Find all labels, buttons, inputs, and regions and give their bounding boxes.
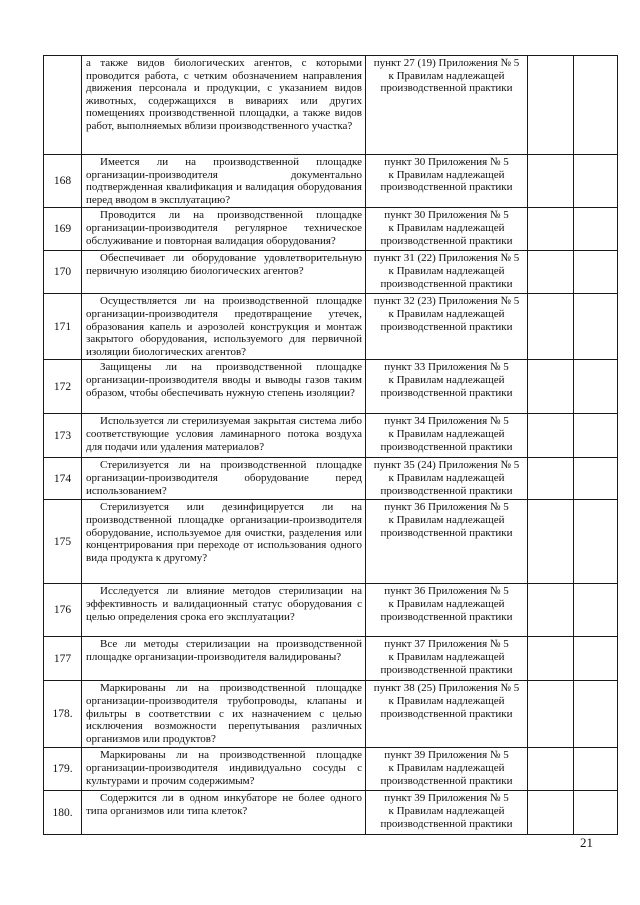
answer-cell [528,748,574,791]
requirement-question [82,500,366,584]
answer-cell [528,791,574,835]
reference-line: к Правилам надлежащей [388,264,505,277]
reference-line: пункт 34 Приложения № 5 [384,415,509,428]
answer-cell [528,414,574,458]
reference-line: производственной практики [380,817,513,830]
table-row [44,294,618,360]
row-number: 174 [44,458,82,500]
regulation-reference [366,360,528,414]
requirement-question [82,251,366,294]
reference-line: производственной практики [380,277,513,290]
requirement-question [82,637,366,681]
regulation-reference [366,791,528,835]
reference-line: пункт 39 Приложения № 5 [384,749,509,762]
table-row [44,584,618,637]
row-number: 178. [44,681,82,748]
question-text: Исследуется ли влияние методов стерилизации на эффективность и валидационный статус оборудования с целью определения срока его эксплуатации? [86,585,362,623]
table-row [44,637,618,681]
question-text: Стерилизуется ли на производственной площадке организации-производителя оборудование перед использованием? [86,459,362,497]
requirement-question [82,208,366,251]
question-text: Используется ли стерилизуемая закрытая система либо соответствующие условия ламинарного потока воздуха для подачи или удаления материалов? [86,415,362,453]
note-cell [574,251,618,294]
row-number: 175 [44,500,82,584]
answer-cell [528,251,574,294]
reference-line: пункт 36 Приложения № 5 [384,501,509,514]
reference-line: к Правилам надлежащей [388,168,505,181]
answer-cell [528,681,574,748]
answer-cell [528,500,574,584]
requirement-question [82,458,366,500]
answer-cell [528,584,574,637]
table-row [44,791,618,835]
row-number: 176 [44,584,82,637]
regulation-reference [366,208,528,251]
reference-line: к Правилам надлежащей [388,804,505,817]
question-text: Маркированы ли на производственной площадке организации-производителя индивидуально сосуды с культурами и прочим содержимым? [86,749,362,787]
row-number: 168 [44,155,82,208]
question-text: Осуществляется ли на производственной площадке организации-производителя предотвращение утечек, образования капель и аэрозолей конструкция и монтаж закрытого оборудования, используемого для первичной изоляции биологических агентов? [86,295,362,358]
row-number: 171 [44,294,82,360]
note-cell [574,748,618,791]
note-cell [574,56,618,155]
note-cell [574,360,618,414]
requirement-question [82,360,366,414]
checklist-body [44,56,618,835]
reference-line: пункт 32 (23) Приложения № 5 [373,295,520,308]
requirement-question [82,56,366,155]
regulation-reference [366,500,528,584]
row-number: 170 [44,251,82,294]
reference-line: к Правилам надлежащей [388,650,505,663]
note-cell [574,208,618,251]
regulation-reference [366,56,528,155]
regulation-reference [366,155,528,208]
answer-cell [528,208,574,251]
table-row [44,56,618,155]
question-text: Маркированы ли на производственной площадке организации-производителя трубопроводы, клапаны и фильтры в соответствии с их назначением с целью исключения возможности перепутывания различных организмов или продуктов? [86,682,362,745]
requirement-question [82,155,366,208]
reference-line: к Правилам надлежащей [388,221,505,234]
note-cell [574,637,618,681]
note-cell [574,414,618,458]
reference-line: производственной практики [380,526,513,539]
reference-line: производственной практики [380,484,513,497]
reference-line: производственной практики [380,663,513,676]
regulation-reference [366,637,528,681]
table-row [44,208,618,251]
note-cell [574,155,618,208]
reference-line: пункт 36 Приложения № 5 [384,585,509,598]
regulation-reference [366,251,528,294]
reference-line: к Правилам надлежащей [388,597,505,610]
question-text: Все ли методы стерилизации на производственной площадке организации-производителя валидированы? [86,638,362,663]
answer-cell [528,360,574,414]
requirement-question [82,681,366,748]
requirement-question [82,294,366,360]
reference-line: пункт 33 Приложения № 5 [384,361,509,374]
note-cell [574,791,618,835]
row-number: 173 [44,414,82,458]
table-row [44,458,618,500]
answer-cell [528,56,574,155]
reference-line: пункт 39 Приложения № 5 [384,792,509,805]
table-row [44,360,618,414]
row-number: 169 [44,208,82,251]
note-cell [574,681,618,748]
reference-line: производственной практики [380,707,513,720]
reference-line: производственной практики [380,234,513,247]
reference-line: производственной практики [380,386,513,399]
question-text: Обеспечивает ли оборудование удовлетворительную первичную изоляцию биологических агентов? [86,252,362,277]
note-cell [574,500,618,584]
reference-line: пункт 30 Приложения № 5 [384,156,509,168]
reference-line: производственной практики [380,610,513,623]
reference-line: пункт 30 Приложения № 5 [384,209,509,222]
reference-line: пункт 27 (19) Приложения № 5 [373,57,520,69]
table-row [44,414,618,458]
table-row [44,748,618,791]
question-text: Имеется ли на производственной площадке организации-производителя документально подтвержденная квалификация и валидация оборудования перед вводом в эксплуатацию? [86,156,362,206]
reference-line: к Правилам надлежащей [388,471,505,484]
requirement-question [82,791,366,835]
answer-cell [528,458,574,500]
reference-line: производственной практики [380,774,513,787]
note-cell [574,294,618,360]
requirement-question [82,414,366,458]
row-number: 179. [44,748,82,791]
reference-line: пункт 31 (22) Приложения № 5 [373,252,520,265]
note-cell [574,458,618,500]
reference-line: пункт 35 (24) Приложения № 5 [373,459,520,472]
regulation-reference [366,414,528,458]
note-cell [574,584,618,637]
table-row [44,500,618,584]
reference-line: производственной практики [380,82,513,95]
reference-line: к Правилам надлежащей [388,427,505,440]
reference-line: производственной практики [380,320,513,333]
row-number: 180. [44,791,82,835]
row-number: 177 [44,637,82,681]
page-number: 21 [580,835,593,850]
reference-line: к Правилам надлежащей [388,69,505,82]
regulation-reference [366,584,528,637]
regulation-reference [366,681,528,748]
reference-line: пункт 37 Приложения № 5 [384,638,509,651]
question-text: а также видов биологических агентов, с которыми проводится работа, с четким обозначением направления движения персонала и продукции, с указанием видов животных, содержащихся в вивариях или других помещениях производственной площадки, а также видов работ, выполняемых вблизи производственного участка? [86,57,362,132]
reference-line: производственной практики [380,181,513,194]
reference-line: к Правилам надлежащей [388,694,505,707]
table-row [44,251,618,294]
reference-line: производственной практики [380,440,513,453]
requirement-question [82,748,366,791]
requirement-question [82,584,366,637]
answer-cell [528,155,574,208]
checklist-table [43,55,618,835]
reference-line: к Правилам надлежащей [388,373,505,386]
question-text: Проводится ли на производственной площадке организации-производителя регулярное техническое обслуживание и повторная валидация оборудования? [86,209,362,247]
question-text: Стерилизуется или дезинфицируется ли на производственной площадке организации-производителя оборудование, используемое для очистки, разделения или концентрирования при переходе от использования одного вида продукта к другому? [86,501,362,564]
table-row [44,155,618,208]
reference-line: пункт 38 (25) Приложения № 5 [373,682,520,695]
answer-cell [528,637,574,681]
table-row [44,681,618,748]
question-text: Защищены ли на производственной площадке организации-производителя вводы и выводы газов таким образом, чтобы обеспечивать нужную степень изоляции? [86,361,362,399]
question-text: Содержится ли в одном инкубаторе не более одного типа организмов или типа клеток? [86,792,362,817]
regulation-reference [366,294,528,360]
answer-cell [528,294,574,360]
reference-line: к Правилам надлежащей [388,307,505,320]
reference-line: к Правилам надлежащей [388,761,505,774]
reference-line: к Правилам надлежащей [388,513,505,526]
row-number: 172 [44,360,82,414]
regulation-reference [366,748,528,791]
row-number [44,56,82,155]
regulation-reference [366,458,528,500]
